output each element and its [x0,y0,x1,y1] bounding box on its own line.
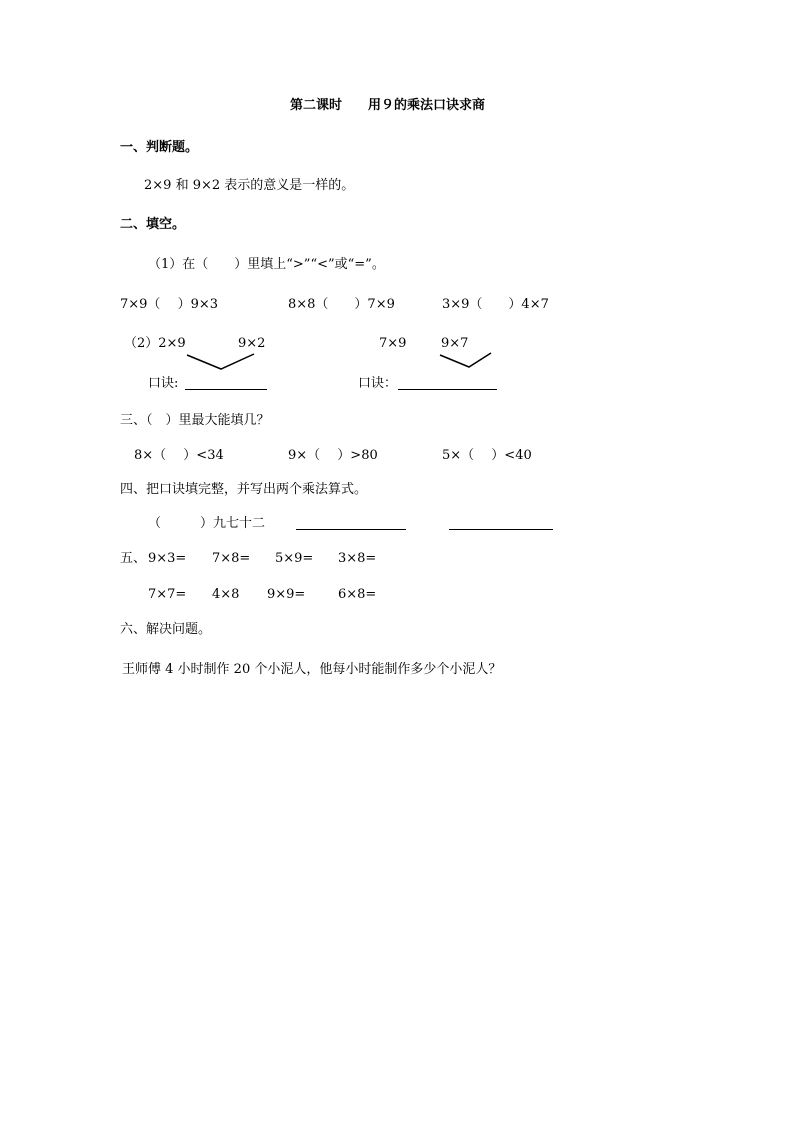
fill-item: 5×（ ）<40 [442,448,532,463]
compare-item: 7×9（ ）9×3 [120,297,219,312]
section6-heading: 六、解决问题。 [120,622,212,637]
bracket-left [186,352,256,372]
answer-line[interactable] [398,389,497,390]
bracket-right [439,352,494,370]
section1-statement: 2×9 和 9×2 表示的意义是一样的。 [144,178,355,193]
word-problem: 王师傅 4 小时制作 20 个小泥人，他每小时能制作多少个小泥人？ [122,662,502,677]
answer-line[interactable] [449,529,553,530]
calc-item: 4×8 [212,587,240,602]
section3-heading: 三、（ ）里最大能填几？ [120,413,270,428]
calc-item: 6×8= [338,587,377,602]
fill-item: 9×（ ）>80 [288,448,378,463]
fill-item: 8×（ ）<34 [134,448,224,463]
calc-item: 3×8= [338,551,377,566]
calc-item: 7×7= [148,587,187,602]
calc-item: 5×9= [275,551,314,566]
compare-item: 8×8（ ）7×9 [288,297,395,312]
section1-heading: 一、判断题。 [120,140,199,155]
koujue-label: 口诀: [148,376,179,391]
koujue-item: （ ）九七十二 [148,516,266,531]
q2-left-expr-b: 9×2 [238,336,266,351]
compare-item: 3×9（ ）4×7 [442,297,549,312]
q2-left-expr-a: （2）2×9 [124,336,186,351]
calc-item: 9×9= [267,587,306,602]
page-title: 第二课时 用９的乘法口诀求商 [290,98,486,113]
koujue-label: 口诀： [358,376,398,391]
q2-right-expr-b: 9×7 [441,336,469,351]
q2-right-expr-a: 7×9 [379,336,407,351]
section2-heading: 二、填空。 [120,217,186,232]
calc-item: 7×8= [212,551,251,566]
section4-heading: 四、把口诀填完整，并写出两个乘法算式。 [120,482,368,497]
q1-instruction: （1）在（ ）里填上“>”“<”或“=”。 [148,257,385,272]
answer-line[interactable] [185,389,267,390]
calc-item: 9×3= [148,551,187,566]
answer-line[interactable] [296,529,406,530]
section5-label: 五、 [120,551,147,566]
